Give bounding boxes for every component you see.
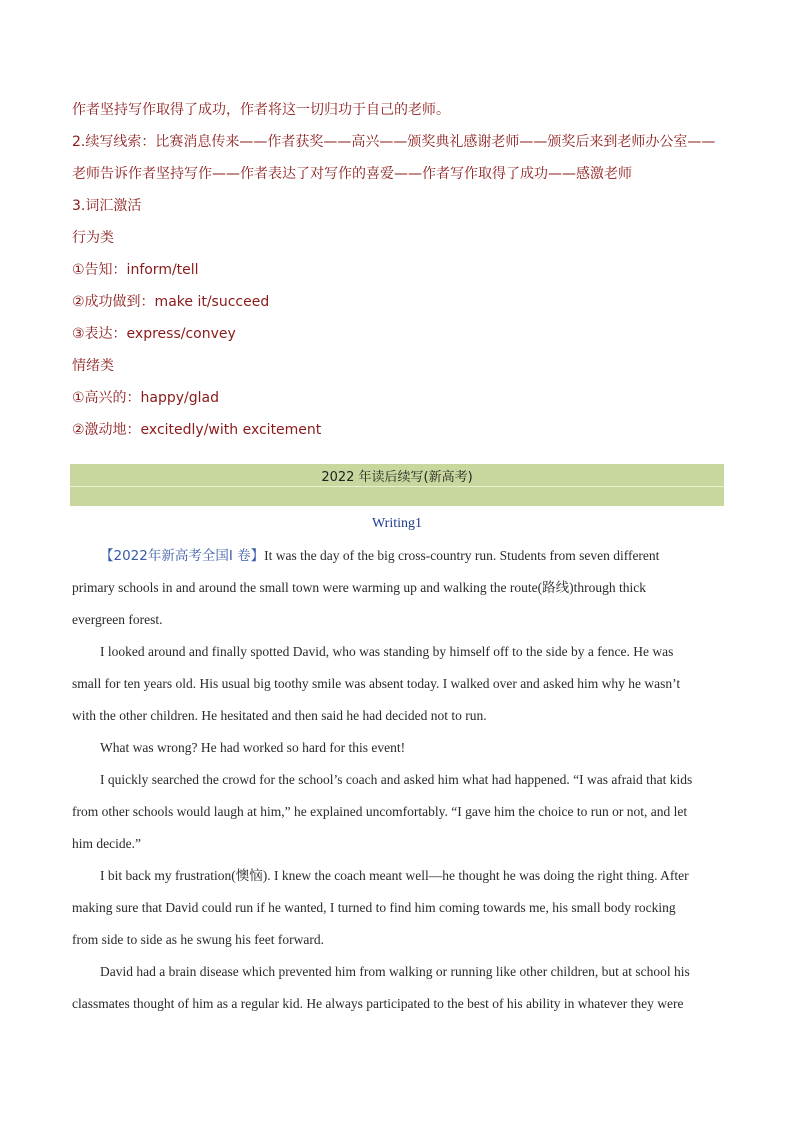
summary-line-2: 2.续写线索：比赛消息传来——作者获奖——高兴——颁奖典礼感谢老师——颁奖后来到老师办公室——	[72, 134, 716, 150]
paragraph-3	[72, 738, 712, 770]
vocab-category-behavior: 行为类	[72, 230, 114, 246]
paragraph-line: with the other children. He hesitated and then said he had decided not to run.	[72, 708, 487, 723]
paragraph-1	[72, 546, 712, 642]
vocab-item: ①高兴的：happy/glad	[72, 390, 220, 406]
paragraph-line: making sure that David could run if he wanted, I turned to find him coming towards me, his small body rocking	[72, 900, 676, 915]
source-label: 【2022年新高考全国Ⅰ 卷】	[100, 548, 265, 564]
vocab-item: ①告知：inform/tell	[72, 262, 199, 278]
paragraph-6	[72, 962, 712, 1026]
paragraph-line: him decide.”	[72, 836, 141, 851]
paragraph-line: from other schools would laugh at him,” he explained uncomfortably. “I gave him the choice to run or not, and let	[72, 804, 688, 819]
vocab-item: ②成功做到：make it/succeed	[72, 294, 270, 310]
paragraph-5	[72, 866, 712, 962]
summary-line-3: 老师告诉作者坚持写作——作者表达了对写作的喜爱——作者写作取得了成功——感激老师	[72, 166, 632, 182]
vocab-item: ②激动地：excitedly/with excitement	[72, 422, 322, 438]
paragraph-4	[72, 770, 712, 866]
paragraph-line: I quickly searched the crowd for the school’s coach and asked him what had happened. “I was afraid that kids	[100, 772, 693, 787]
paragraph-line: small for ten years old. His usual big toothy smile was absent today. I walked over and asked him why he wasn’t	[72, 676, 681, 691]
writing-title: Writing1	[372, 516, 422, 531]
summary-line-1: 作者坚持写作取得了成功，作者将这一切归功于自己的老师。	[72, 102, 450, 118]
banner-title: 2022 年读后续写(新高考)	[321, 470, 473, 485]
banner-divider	[70, 486, 724, 487]
paragraph-2	[72, 642, 712, 738]
paragraph-line: 【2022年新高考全国Ⅰ 卷】It was the day of the big cross-country run. Students from seven different	[100, 548, 660, 564]
paragraph-line: What was wrong? He had worked so hard for this event!	[100, 740, 406, 755]
paragraph-line: I looked around and finally spotted David, who was standing by himself off to the side by a fence. He was	[100, 644, 674, 659]
paragraph-line: primary schools in and around the small town were warming up and walking the route(路线)through thick	[72, 580, 646, 595]
vocab-item: ③表达：express/convey	[72, 326, 236, 342]
paragraph-line: I bit back my frustration(懊恼). I knew the coach meant well—he thought he was doing the right thing. After	[100, 868, 689, 883]
paragraph-line: evergreen forest.	[72, 612, 163, 627]
paragraph-line: from side to side as he swung his feet forward.	[72, 932, 324, 947]
vocab-category-emotion: 情绪类	[72, 358, 114, 374]
paragraph-line: David had a brain disease which prevented him from walking or running like other children, but at school his	[100, 964, 690, 979]
section-banner	[70, 464, 724, 506]
vocab-heading: 3.词汇激活	[72, 198, 142, 214]
paragraph-line: classmates thought of him as a regular kid. He always participated to the best of his ability in whatever they were	[72, 996, 684, 1011]
